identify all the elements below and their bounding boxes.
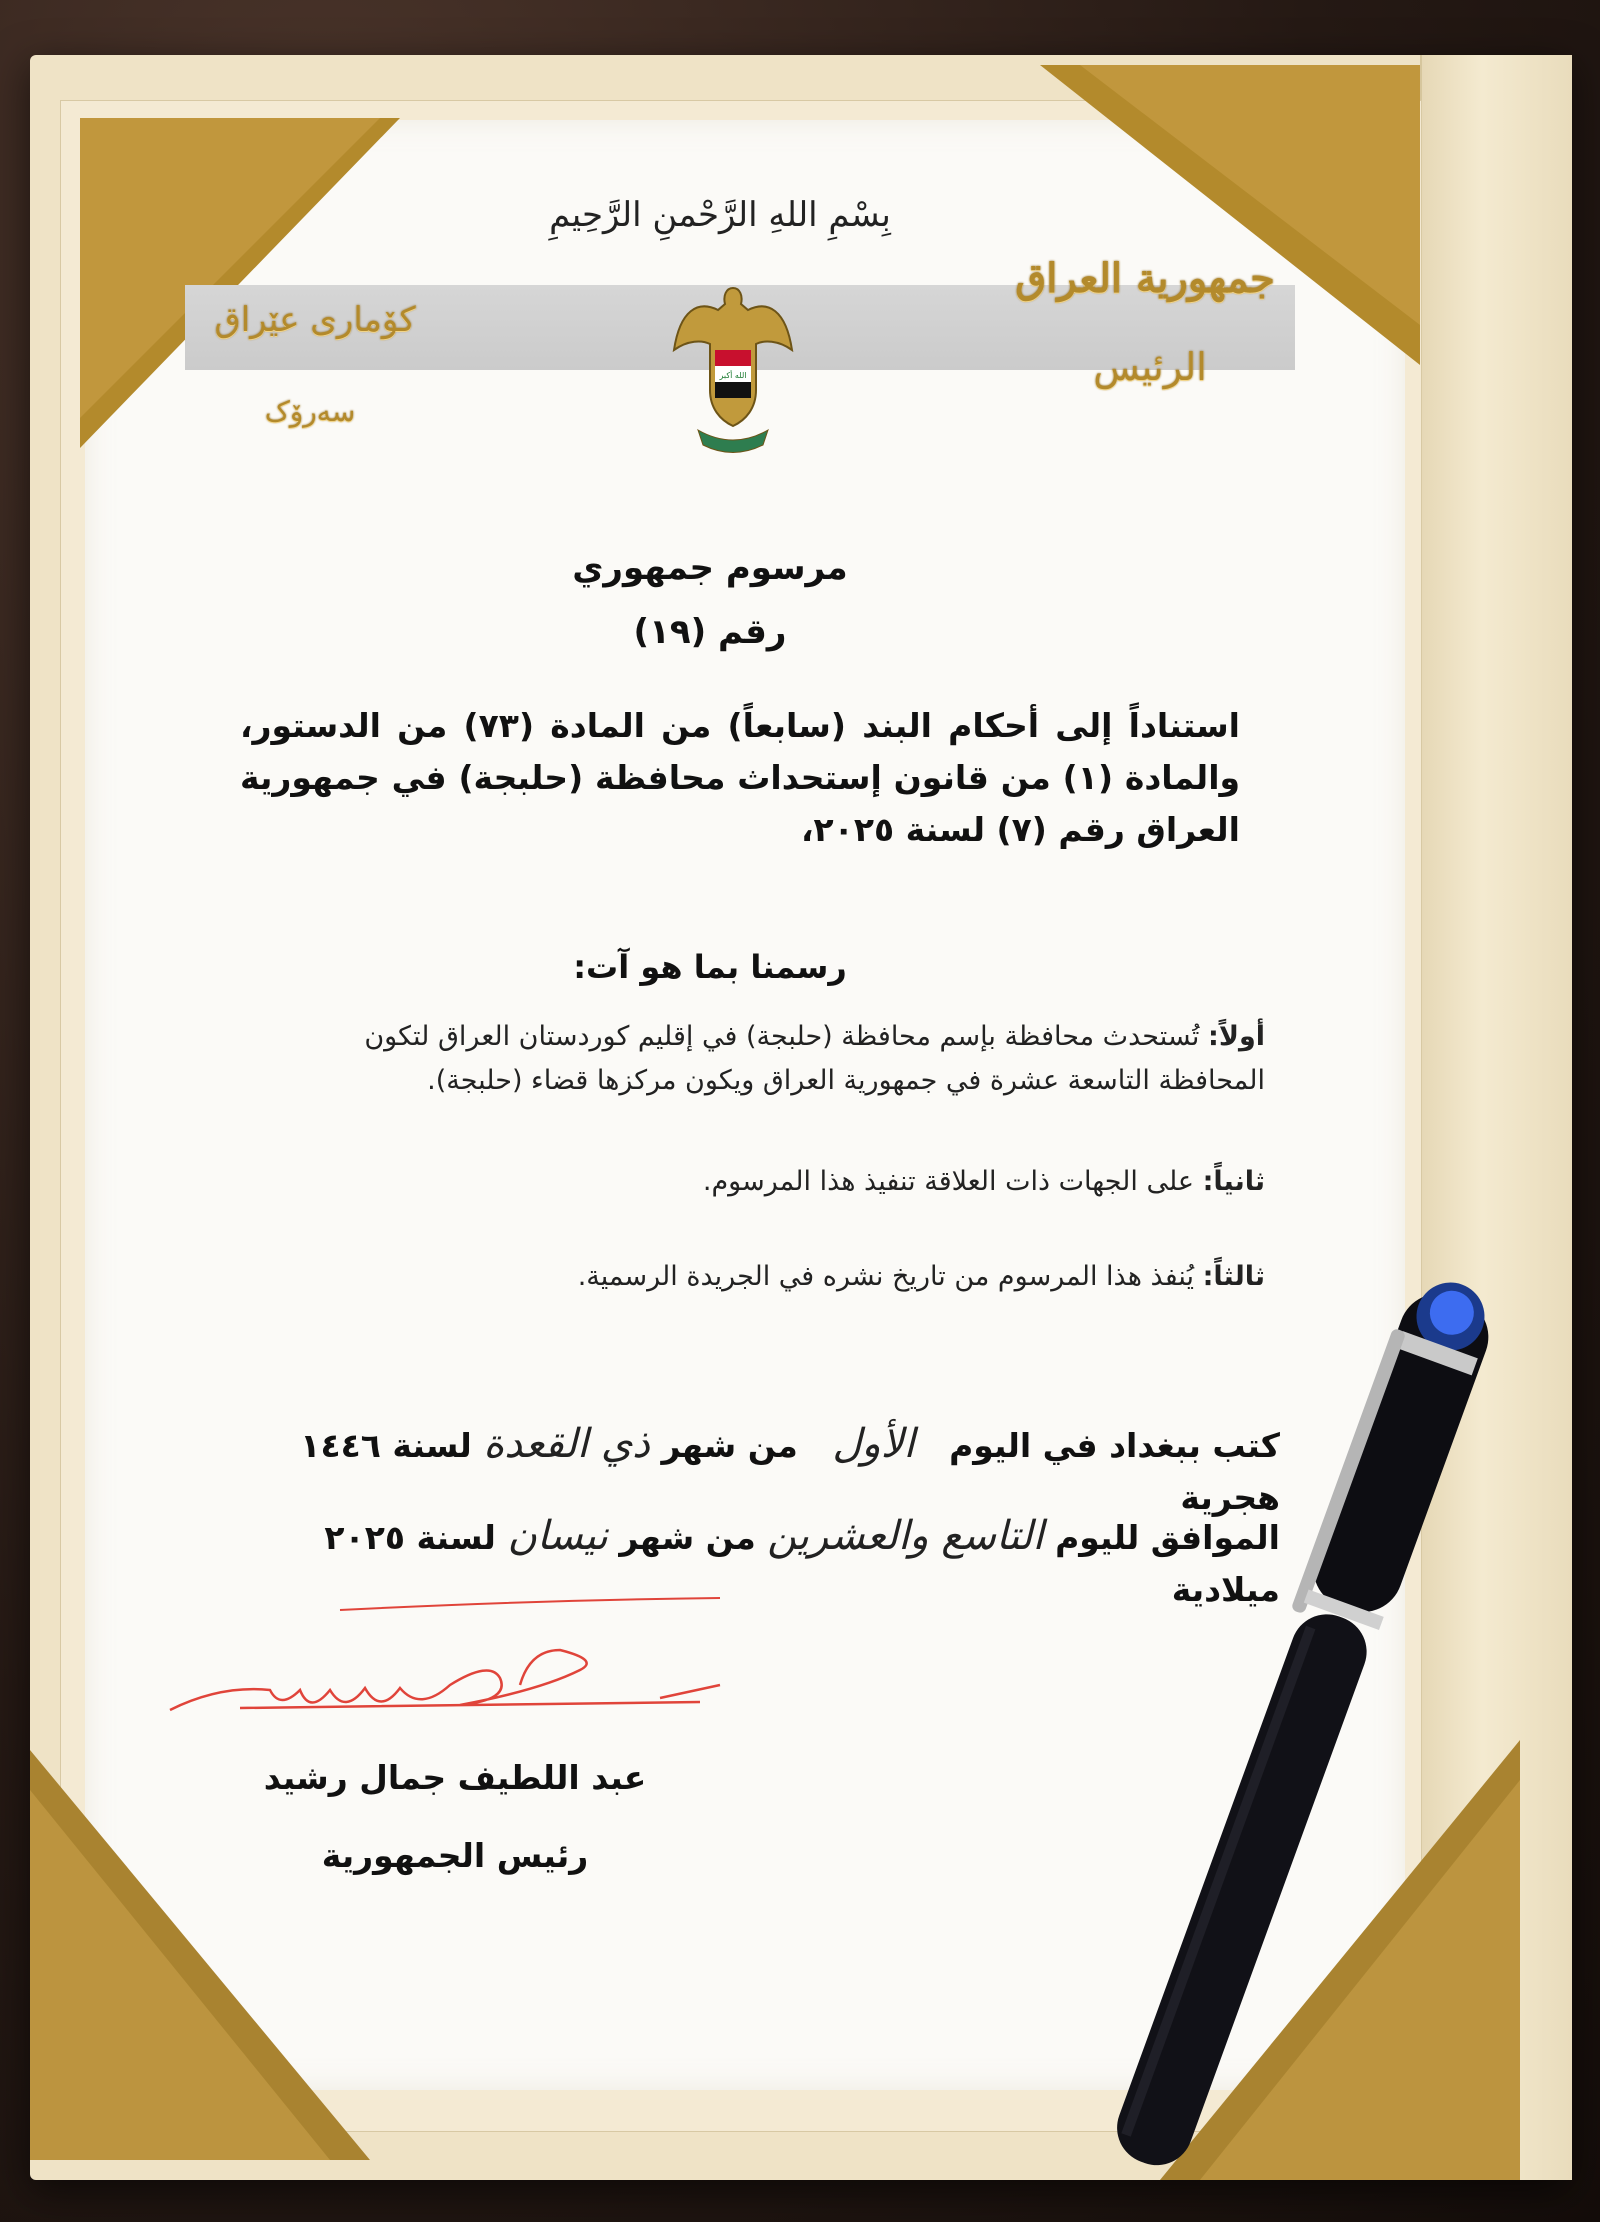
republic-of-iraq-kurdish: کۆماری عێراق [214, 300, 416, 340]
decree-title: مرسوم جمهوري [572, 548, 848, 588]
hijri-day-handwritten: الأول [832, 1421, 915, 1467]
gregorian-month-handwritten: نيسان [507, 1513, 608, 1559]
article-1-text: تُستحدث محافظة بإسم محافظة (حلبجة) في إقليم كوردستان العراق لتكون المحافظة التاسعة عشرة في جمهورية العراق ويكون مركزها قضاء (حلبجة). [364, 1021, 1265, 1096]
decree-number: رقم (١٩) [633, 612, 787, 652]
gold-corner-bottom-left [30, 1750, 370, 2160]
signatory-name: عبد اللطيف جمال رشيد [263, 1758, 647, 1797]
red-signature-icon [160, 1590, 740, 1750]
gregorian-prefix: الموافق لليوم [1055, 1518, 1280, 1557]
presidency-kurdish: سەرۆک [264, 395, 356, 428]
article-2-text: على الجهات ذات العلاقة تنفيذ هذا المرسوم. [702, 1166, 1195, 1197]
decree-heading: رسمنا بما هو آت: [573, 948, 847, 986]
article-2 [255, 1160, 1265, 1204]
gregorian-year: لسنة ٢٠٢٥ ميلادية [324, 1518, 1280, 1609]
article-1 [255, 1015, 1265, 1103]
article-3-text: يُنفذ هذا المرسوم من تاريخ نشره في الجريدة الرسمية. [577, 1261, 1195, 1292]
hijri-prefix: كتب ببغداد في اليوم [949, 1426, 1280, 1465]
iraq-eagle-emblem-icon [668, 280, 798, 460]
fountain-pen-icon [1090, 1250, 1510, 2210]
gregorian-day-handwritten: التاسع والعشرين [767, 1513, 1044, 1559]
republic-of-iraq-arabic: جمهورية العراق [1015, 255, 1275, 302]
signatory-title: رئيس الجمهورية [321, 1836, 589, 1875]
bismillah-header: بِسْمِ اللهِ الرَّحْمنِ الرَّحِيمِ [549, 195, 891, 235]
article-2-label: ثانياً: [1202, 1166, 1265, 1197]
gregorian-month-prefix: من شهر [619, 1518, 756, 1557]
hijri-month-handwritten: ذي القعدة [483, 1421, 650, 1467]
hijri-month-prefix: من شهر [661, 1426, 798, 1465]
emblem-inscription: الله أكبر [719, 371, 747, 380]
article-3-label: ثالثاً: [1202, 1261, 1265, 1292]
presidency-arabic: الرئيس [1093, 345, 1207, 389]
article-1-label: أولاً: [1208, 1021, 1265, 1052]
hijri-year: لسنة ١٤٤٦ هجرية [300, 1426, 1280, 1517]
decree-preamble: استناداً إلى أحكام البند (سابعاً) من المادة (٧٣) من الدستور، والمادة (١) من قانون إستحداث محافظة (حلبجة) في جمهورية العراق رقم (٧) لسنة ٢٠٢٥، [240, 706, 1241, 849]
